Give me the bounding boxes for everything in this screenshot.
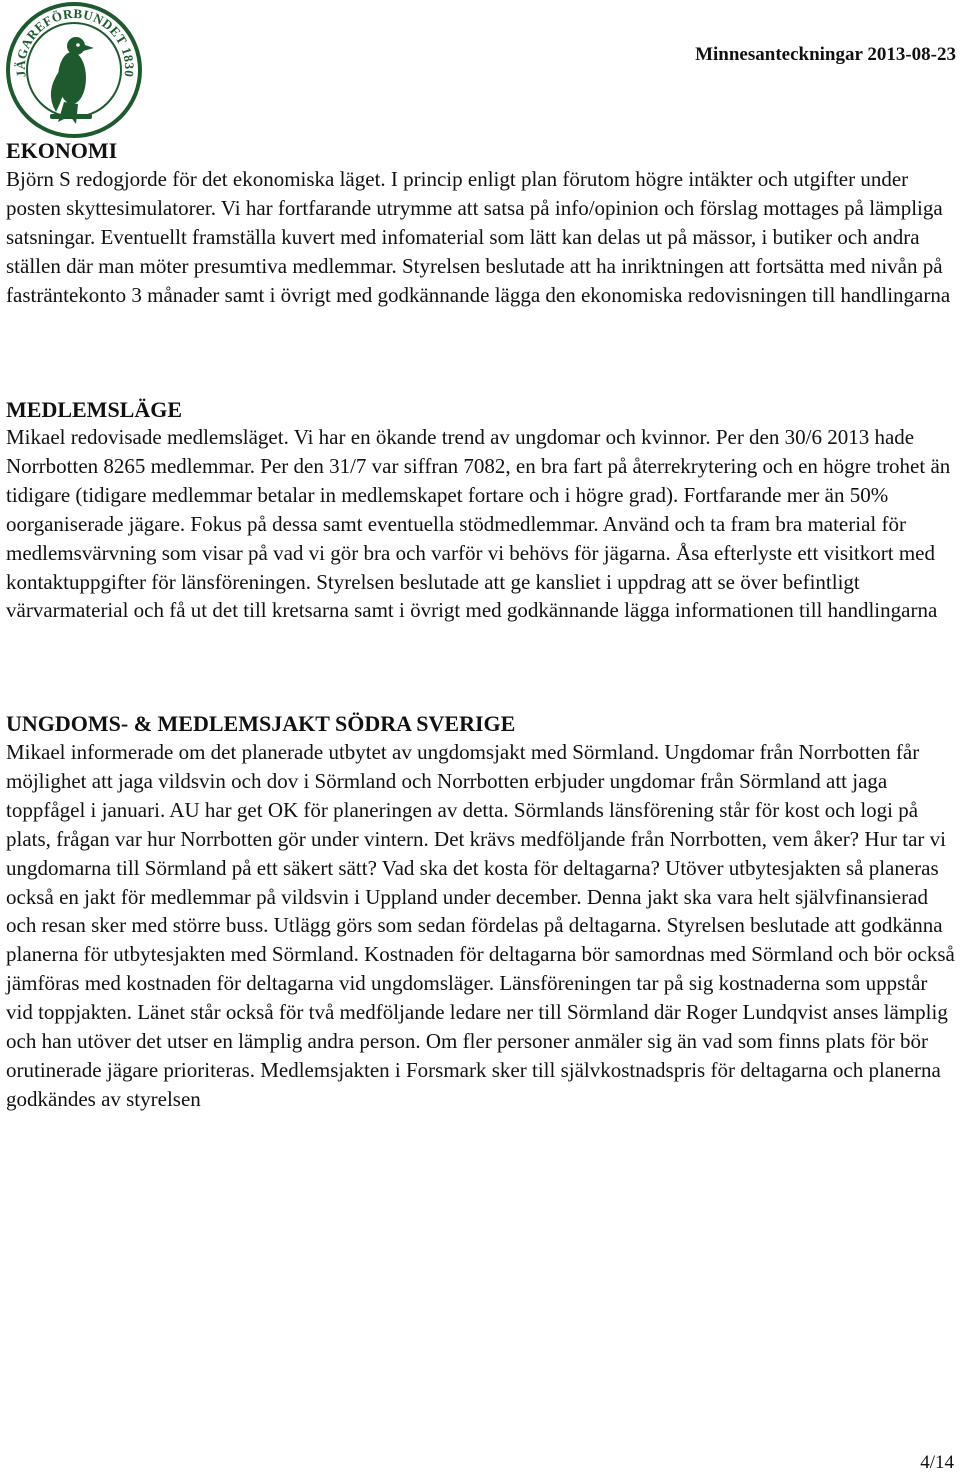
heading-ungdomsjakt: UNGDOMS- & MEDLEMSJAKT SÖDRA SVERIGE xyxy=(6,711,516,736)
jagareforbundet-logo xyxy=(4,0,144,138)
paragraph-ekonomi: Björn S redogjorde för det ekonomiska läget. I princip enligt plan förutom högre intäkter och utgifter under posten skyttesimulatorer. Vi har fortfarande utrymme att satsa på info/opinion och förslag mottages på lämpliga satsningar. Eventuellt framställa kuvert med infomaterial som lätt kan delas ut på mässor, i butiker och andra ställen där man möter presumtiva medlemmar. Styrelsen beslutade att ha inriktningen att fortsätta med nivån på fasträntekonto 3 månader samt i övrigt med godkännande lägga den ekonomiska redovisningen till handlingarna xyxy=(6,167,951,307)
heading-ekonomi: EKONOMI xyxy=(6,138,118,163)
paragraph-ungdomsjakt: Mikael informerade om det planerade utbytet av ungdomsjakt med Sörmland. Ungdomar från Norrbotten får möjlighet att jaga vildsvin och dov i Sörmland och Norrbotten erbjuder ungdomar från Sörmland att jaga toppfågel i januari. AU har get OK för planeringen av detta. Sörmlands länsförening står för kost och logi på plats, frågan var hur Norrbotten gör under vintern. Det krävs medföljande från Norrbotten, vem åker? Hur tar vi ungdomarna till Sörmland på ett säkert sätt? Vad ska det kosta för deltagarna? Utöver utbytesjakten så planeras också en jakt för medlemmar på vildsvin i Uppland under december. Denna jakt ska vara helt självfinansierad och resan sker med större buss. Utlägg görs som sedan fördelas på deltagarna. Styrelsen beslutade att godkänna planerna för utbytesjakten med Sörmland. Kostnaden för deltagarna bör samordnas med Sörmland och bör också jämföras med kostnaden för deltagarna vid ungdomsläger. Länsföreningen tar på sig kostnaderna som uppstår vid toppjakten. Länet står också för två medföljande ledare ner till Sörmland där Roger Lundqvist anses lämplig och han utöver det utser en lämplig andra person. Om fler personer anmäler sig än vad som finns plats för bör orutinerade jägare prioriteras. Medlemsjakten i Forsmark sker till självkostnadspris för deltagarna och planerna godkändes av styrelsen xyxy=(6,740,955,1111)
heading-medlemslage: MEDLEMSLÄGE xyxy=(6,397,183,422)
paragraph-medlemslage: Mikael redovisade medlemsläget. Vi har en ökande trend av ungdomar och kvinnor. Per den 30/6 2013 hade Norrbotten 8265 medlemmar. Per den 31/7 var siffran 7082, en bra fart på återrekrytering och en högre trohet än tidigare (tidigare medlemmar betalar in medlemskapet fortare och i högre grad). Fortfarande mer än 50% oorganiserade jägare. Fokus på dessa samt eventuella stödmedlemmar. Använd och ta fram bra material för medlemsvärvning som visar på vad vi gör bra och varför vi behövs för jägarna. Åsa efterlyste ett visitkort med kontaktuppgifter för länsföreningen. Styrelsen beslutade att ge kansliet i uppdrag att se över befintligt värvarmaterial och få ut det till kretsarna samt i övrigt med godkännande lägga informationen till handlingarna xyxy=(6,425,951,623)
page-number: 4/14 xyxy=(920,1452,954,1473)
document-date: Minnesanteckningar 2013-08-23 xyxy=(695,44,956,65)
svg-text:JÄGAREFÖRBUNDET 1830: JÄGAREFÖRBUNDET 1830 xyxy=(12,5,138,79)
